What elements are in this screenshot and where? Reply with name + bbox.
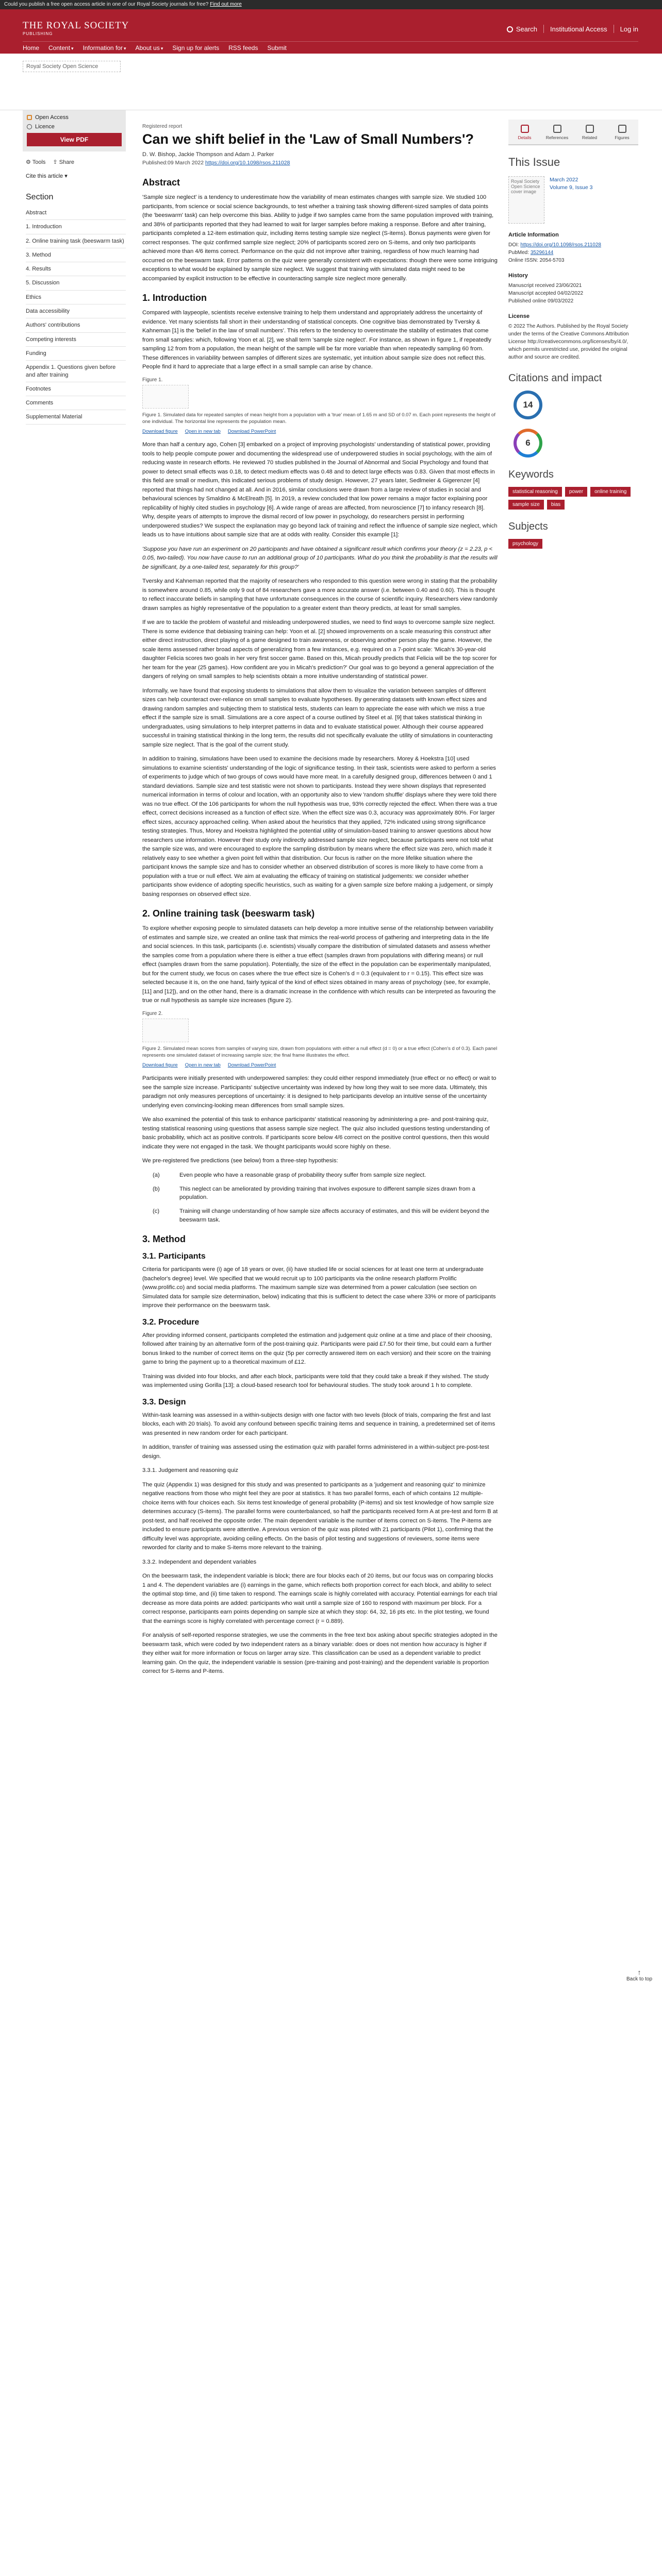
- nav-information-for[interactable]: Information for ▾: [82, 44, 126, 52]
- hypothesis-text: This neglect can be ameliorated by providing training that involves exposure to different sample sizes drawn from a population.: [179, 1185, 475, 1201]
- chevron-down-icon: ▾: [160, 45, 163, 51]
- hypothesis-label: (c): [153, 1208, 160, 1215]
- section-link[interactable]: 3. Method: [26, 248, 126, 262]
- article-info: DOI: https://doi.org/10.1098/rsos.211028 PubMed: 35296144 Online ISSN: 2054-5703: [508, 241, 638, 264]
- issue-date[interactable]: March 2022: [550, 177, 578, 183]
- open-new-tab-link[interactable]: Open in new tab: [185, 1062, 221, 1069]
- issn: Online ISSN: 2054-5703: [508, 258, 565, 263]
- related-icon: [586, 125, 594, 133]
- section-link[interactable]: Data accessibility: [26, 304, 126, 318]
- references-icon: [553, 125, 561, 133]
- search-icon: [507, 26, 513, 32]
- tab-details[interactable]: Details: [510, 125, 539, 140]
- section-list: [23, 206, 126, 425]
- section-link[interactable]: Funding: [26, 347, 126, 361]
- cite-article-button[interactable]: Cite this article ▾: [26, 173, 68, 179]
- doi-link[interactable]: https://doi.org/10.1098/rsos.211028: [520, 242, 601, 248]
- download-figure-link[interactable]: Download figure: [142, 1062, 178, 1069]
- paragraph: Tversky and Kahneman reported that the majority of researchers who responded to this question were wrong in stating that the probability is somewhere around 0.85, while only 9 out of 84 researchers gave a more accurate answer (i.e. between 0.40 and 0.60). This is thought to reflect inaccurate beliefs in sampling that have unfortunate consequences in the course of scientific inquiry. Researchers view randomly drawn samples as highly representative of the population to a greater extent than theory predicts, at least for small samples.: [142, 578, 498, 612]
- nav-content[interactable]: Content ▾: [48, 44, 74, 52]
- site-header: [0, 9, 662, 54]
- download-figure-link[interactable]: Download figure: [142, 429, 178, 435]
- online-task-body: [142, 924, 498, 1006]
- abstract-body: [142, 193, 498, 283]
- paragraph: 'Suppose you have run an experiment on 20 participants and have obtained a significant result which confirms your theory (z = 2.23, p < 0.05, two-tailed). You now have cause to run an additional group of 10 participants. What do you think the probability is that the results will be significant, by a one-tailed test, separately for this group?': [142, 546, 498, 570]
- paragraph: Within-task learning was assessed in a within-subjects design with one factor with two levels (block of trials, comparing the first and last blocks, each with 20 trials). To avoid any confound between specific training items and sequence in training, a predetermined set of items was presented in new random order for each participant.: [142, 1412, 495, 1436]
- nav-rss[interactable]: RSS feeds: [228, 44, 258, 52]
- paragraph: Criteria for participants were (i) age of 18 years or over, (ii) have studied life or social sciences for at least one term at undergraduate (bachelor's degree) level. We specified that we would recruit up to 100 participants via the online research platform Prolific (www.prolific.co) and social media platforms. The maximum sample size was determined from a power calculation (see section on Simulated data for sample size determination, below) indicating that this is sufficient to detect the case where 33% or more of participants improve their performance on the beeswarm task.: [142, 1266, 496, 1309]
- figure-1-thumbnail[interactable]: [142, 385, 189, 409]
- figure-1-links: [142, 429, 498, 434]
- article-authors[interactable]: D. W. Bishop, Jackie Thompson and Adam J. Parker: [142, 151, 274, 158]
- history-item: Manuscript accepted 04/02/2022: [508, 291, 584, 296]
- license-icon: [27, 124, 32, 129]
- publication-info: Published:09 March 2022 https://doi.org/10.1098/rsos.211028: [142, 160, 290, 166]
- header-utility-links: [507, 25, 638, 33]
- announcement-link[interactable]: Find out more: [210, 2, 242, 7]
- participants-heading: 3.1. Participants: [142, 1252, 206, 1261]
- section-link[interactable]: 4. Results: [26, 262, 126, 276]
- hypothesis-item: [153, 1171, 498, 1180]
- left-sidebar: [23, 110, 126, 425]
- figure-1-label: Figure 1.: [142, 377, 163, 383]
- announcement-text: Could you publish a free open access article in one of our Royal Society journals for free?: [4, 2, 209, 7]
- quiz-subheading: 3.3.1. Judgement and reasoning quiz: [142, 1467, 238, 1474]
- keyword-chip[interactable]: bias: [547, 500, 565, 510]
- quiz-body: [142, 1481, 498, 1553]
- section-link[interactable]: 2. Online training task (beeswarm task): [26, 234, 126, 248]
- tool-row: [26, 159, 126, 165]
- participants-body: [142, 1265, 498, 1311]
- license-label: Licence: [35, 124, 55, 130]
- figure-2-thumbnail[interactable]: [142, 1019, 189, 1042]
- chevron-down-icon: ▾: [64, 173, 68, 179]
- chevron-down-icon: ▾: [123, 45, 126, 51]
- doi-link[interactable]: https://doi.org/10.1098/rsos.211028: [205, 160, 290, 166]
- online-task-body-continued: [142, 1074, 498, 1166]
- site-logo[interactable]: [23, 21, 129, 36]
- procedure-body: [142, 1331, 498, 1391]
- login-link[interactable]: Log in: [620, 25, 638, 33]
- issue-meta: [550, 176, 592, 224]
- keyword-chip[interactable]: statistical reasoning: [508, 487, 562, 497]
- back-to-top-button[interactable]: ↑ Back to top: [624, 1968, 655, 1982]
- citation-count-badge[interactable]: 14: [514, 391, 542, 419]
- history-list: [508, 282, 638, 305]
- hypothesis-text: Even people who have a reasonable grasp of probability theory suffer from sample size neglect.: [179, 1172, 426, 1178]
- share-button[interactable]: ⇪ Share: [53, 159, 75, 165]
- pubmed-link[interactable]: 35296144: [530, 250, 554, 256]
- announcement-banner: [0, 0, 662, 9]
- method-heading: 3. Method: [142, 1234, 186, 1245]
- subject-list: [508, 539, 638, 549]
- license-heading: License: [508, 313, 529, 319]
- history-item: Published online 09/03/2022: [508, 298, 574, 304]
- article-title: Can we shift belief in the 'Law of Small Numbers'?: [142, 131, 474, 147]
- paragraph: In addition to training, simulations have been used to examine the decisions made by researchers. Morey & Hoekstra [10] used simulations to examine scientists' understanding of the logic of significance testing. In their task, scientists were asked to perform a series of experiments to judge which of two groups of cows would have more meat. In a carefully designed group, differences between 0 and 1 standard deviations. Sample size and test statistic were not shown to participants. Instead they were shown displays that represented numerical information in terms of colour and location, with an opportunity also to view 'random shuffle' displays where they were told there was no true effect. Of the 106 participants for whom the null hypothesis was true, 93% correctly rejected the effect. When there was a true effect, correct decisions increased as a function of effect size. When the effect size was 0.3, accuracy was approximately 80%. For larger effect sizes, accuracy approached ceiling. When asked about the heuristics that they applied, 72% indicated using strong significance testing strategies. Thus, Morey and Hoekstra highlighted the potential utility of simulation-based training to answer questions about how researchers use information. However their study only indirectly addressed sample size neglect, because participants were not told what the sample size was, and were encouraged to explore the sampling distribution by means where the effect size was zero, which made it relatively easy to see whether a given point fell within that distribution. Our focus is rather on the more lifelike situation where the participant knows the sample size and has to consider whether an observed distribution of scores is more likely to have come from a population with a true or null effect. We aim at evaluating the efficacy of training on statistical judgements: we consider whether participants show evidence of adopting specific heuristics, such as waiting for a given sample size before making a judgement, or simply basing responses on observed effect size.: [142, 756, 498, 897]
- intro-body-continued: [142, 440, 498, 899]
- license-row[interactable]: [27, 124, 122, 130]
- altmetric-badge[interactable]: 6: [514, 429, 542, 457]
- history-heading: History: [508, 273, 528, 279]
- figure-2-links: [142, 1062, 498, 1068]
- paragraph: We pre-registered five predictions (see below) from a three-step hypothesis:: [142, 1158, 338, 1164]
- open-access-icon: [27, 115, 32, 120]
- section-link[interactable]: Supplemental Material: [26, 410, 126, 424]
- tools-button[interactable]: ⚙ Tools: [26, 159, 46, 165]
- nav-home[interactable]: Home: [23, 44, 40, 52]
- figure-1-caption: Figure 1. Simulated data for repeated samples of mean height from a population with a 'true' mean of 1.65 m and SD of 0.07 m. Each point represents the height of one individual. The horizontal line represents the population mean.: [142, 412, 495, 425]
- figures-icon: [618, 125, 626, 133]
- section-link[interactable]: 1. Introduction: [26, 220, 126, 234]
- open-access-label: Open Access: [35, 114, 69, 121]
- hypothesis-item: [153, 1185, 498, 1202]
- institutional-access-link[interactable]: Institutional Access: [550, 25, 607, 33]
- view-pdf-button[interactable]: View PDF: [27, 133, 122, 146]
- figure-2-caption: Figure 2. Simulated mean scores from samples of varying size, drawn from populations with either a null effect (d = 0) or a true effect (Cohen's d of 0.3). Each panel represents one simulated dataset of increasing sample size; the final frame illustrates the effect.: [142, 1045, 498, 1059]
- download-ppt-link[interactable]: Download PowerPoint: [227, 429, 276, 435]
- right-sidebar: [508, 120, 638, 549]
- chevron-down-icon: ▾: [71, 45, 74, 51]
- paragraph: In addition, transfer of training was assessed using the estimation quiz with parallel forms administered in a within-subject pre-post-test design.: [142, 1444, 489, 1460]
- paragraph: If we are to tackle the problem of wasteful and misleading underpowered studies, we need to find ways to overcome sample size neglect. There is some evidence that debiasing training can help: Yoon et al. [2] showed improvements on a scale measuring this construct after either direct instruction, direct playing of a game designed to train awareness, or observing another person play the game. However, the scale items assessed rather broad aspects of generalizing from a few instances, e.g. required on a 7-point scale: 'Micah's 30-year-old daughter Felicia scores two goals in her very first soccer game. Based on this, Micah proudly predicts that Felicia will be the top scorer for her team for the year (25 games). How confident are you in Micah's prediction?' Our goal was to go beyond a general appreciation of the dangers of relying on small samples to help scientists obtain a more intuitive understanding of statistical power.: [142, 619, 497, 680]
- section-link[interactable]: Competing interests: [26, 333, 126, 347]
- nav-submit[interactable]: Submit: [267, 44, 287, 52]
- issue-cover-image[interactable]: Royal Society Open Science cover image: [508, 176, 544, 224]
- open-access-row: [27, 114, 122, 121]
- paragraph: The quiz (Appendix 1) was designed for this study and was presented to participants as a 'judgement and reasoning quiz' to minimize negative reactions from those who might feel they are poor at statistics. It has two parallel forms, each of which contains 12 multiple-choice items with four choices each. Six items test knowledge of general probability (P-items) and six test knowledge of how sample size determines accuracy (S-items). The parallel forms were counterbalanced, so half the participants received form A at pre-test and form B at post-test, and half received the opposite order. The main dependent variable is the number of items correct on S-items. The P-items are included to ensure participants were attentive. A previous version of the quiz was piloted with 21 participants (Pilot 1), confirming that the difficulty level was appropriate, avoiding ceiling effects. On the basis of pilot testing and suggestions of reviewers, some items were reworded for clarity and to make S-items more relevant to the training.: [142, 1481, 498, 1551]
- intro-heading: 1. Introduction: [142, 293, 207, 303]
- hypothesis-item: [153, 1207, 498, 1225]
- variables-body: [142, 1572, 498, 1676]
- design-body: [142, 1411, 498, 1462]
- keyword-chip[interactable]: online training: [590, 487, 631, 497]
- article-tool-tabs: [508, 120, 638, 145]
- paragraph: Informally, we have found that exposing students to simulations that allow them to visualize the variation between samples of different sizes can help counteract over-reliance on small samples to evaluate hypotheses. By generating datasets with known effect sizes and drawing random samples and subjecting them to statistical tests, students can learn to appreciate the ease with which we miss a true effect if the sample size is small. Simulations are a core aspect of a course outlined by Steel et al. [9] that takes statistical thinking in undergraduates, using simulations to help interpret patterns in data and to evaluate statistical power. Although their course appeared successful in training statistical thinking in the long term, the results did not specifically evaluate the utility of simulations in counteracting sample size neglect. That is the goal of the current study.: [142, 687, 493, 748]
- figure-2-label: Figure 2.: [142, 1010, 163, 1016]
- keyword-list: [508, 487, 638, 510]
- tab-figures[interactable]: Figures: [608, 125, 637, 140]
- journal-logo[interactable]: Royal Society Open Science: [23, 61, 121, 72]
- search-link[interactable]: Search: [507, 25, 537, 33]
- paragraph: We also examined the potential of this task to enhance participants' statistical reasoning by administering a pre- and post-training quiz, testing statistical reasoning using questions that assess sample size neglect. The quiz also included questions testing understanding of basic probability, which act as positive controls. If participants score below 4/6 correct on the positive control questions, then this would indicate they were not engaged in the task. We thought participants would score highly on these.: [142, 1116, 490, 1150]
- brand-sub: PUBLISHING: [23, 31, 53, 36]
- design-heading: 3.3. Design: [142, 1397, 186, 1406]
- section-link[interactable]: Abstract: [26, 206, 126, 220]
- article-type: Registered report: [142, 124, 183, 129]
- tab-related[interactable]: Related: [575, 125, 604, 140]
- paragraph: Training was divided into four blocks, and after each block, participants were told that they could take a break if they wished. The study was implemented using Gorilla [13]; a cloud-based research tool for behavioural studies. The study took around 1 h to complete.: [142, 1373, 489, 1389]
- paragraph: Participants were initially presented with underpowered samples: they could either respond immediately (true effect or no effect) or wait to see the sample size increase. Participants' subjective uncertainty was indexed by how long they wait to see more data. Ultimately, this paradigm not only measures perceptions of uncertainty: it is designed to help participants develop an intuitive sense of the uncertainty underlying even convincing-looking mean differences from small sample sizes.: [142, 1075, 496, 1109]
- license-text: © 2022 The Authors. Published by the Royal Society under the terms of the Creative Commons Attribution License http://creativecommons.org/licenses/by/4.0/, which permits unrestricted use, provided the original author and source are credited.: [508, 324, 629, 360]
- access-box: [23, 110, 126, 151]
- this-issue-heading: This Issue: [508, 156, 560, 168]
- article-main: [142, 124, 498, 1682]
- procedure-heading: 3.2. Procedure: [142, 1317, 200, 1327]
- issue-volume[interactable]: Volume 9, Issue 3: [550, 184, 593, 191]
- abstract-heading: Abstract: [142, 177, 180, 188]
- article-info-heading: Article Information: [508, 232, 559, 238]
- download-ppt-link[interactable]: Download PowerPoint: [227, 1062, 276, 1069]
- hypothesis-text: Training will change understanding of how sample size affects accuracy of estimates, and this will be evident beyond the beeswarm task.: [179, 1208, 489, 1224]
- keyword-chip[interactable]: sample size: [508, 500, 544, 510]
- nav-alerts[interactable]: Sign up for alerts: [172, 44, 220, 52]
- online-task-heading: 2. Online training task (beeswarm task): [142, 908, 315, 919]
- paragraph: After providing informed consent, participants completed the estimation and judgement quiz online at a time and place of their choosing, followed after training by an alternative form of the post-training quiz. Participants were paid £7.50 for their time, but could earn a further bonus linked to the number of correct items on the quiz (5p per correctly answered item on each version) and their score on the training game to bring the payment up to a theoretical maximum of £12.: [142, 1332, 492, 1366]
- brand-main: THE ROYAL SOCIETY: [23, 20, 129, 31]
- paragraph: To explore whether exposing people to simulated datasets can help develop a more intuitive sense of the relationship between variability of estimates and sample size, we created an online task that mimics the real-world process of gathering and interpreting data in the life and social sciences. In this task, participants (i.e. scientists) visually compare the distribution of simulated datasets and assess whether the samples come from a population where there is either a true effect (samples drawn from populations with differing means) or null effect (samples drawn from the same population). Potentially, the size of the effect in the population can be experimentally manipulated, but for the current study, we focus on cases where the true effect size is Cohen's d = 0.3 (equivalent to r = 0.15). This effect size was selected because it is, on the one hand, fairly typical of the kind of effect sizes obtained in many areas of psychology (see, for example, [11] and [12]), and on the other hand, there is a dramatic increase in the confidence with which results can be interpreted as favouring the true or null hypothesis as sample size increases (figure 2).: [142, 925, 496, 1004]
- nav-about-us[interactable]: About us ▾: [135, 44, 163, 52]
- paragraph: On the beeswarm task, the independent variable is block; there are four blocks each of 20 items, but our focus was on comparing blocks 1 and 4. The dependent variables are (i) earnings in the game, which reflects both proportion correct for each block, and ability to select the optimal stop time, and (ii) time taken to respond. The earnings scale is highly correlated with accuracy. Potential earnings for each trial decrease as more data points are added: participants who wait until a sample size of 160 to respond with maximum per block. For a correct response, participants earn points depending on sample size at which they stop: 64, 32, 16 pts etc. In the plot testing, we found that the earnings score is highly correlated with percentage correct (r = 0.889).: [142, 1573, 498, 1624]
- section-link[interactable]: Appendix 1. Questions given before and after training: [26, 361, 126, 382]
- section-link[interactable]: Ethics: [26, 291, 126, 304]
- intro-body: [142, 309, 498, 372]
- hypothesis-label: (a): [153, 1172, 160, 1178]
- section-link[interactable]: 5. Discussion: [26, 276, 126, 290]
- subjects-heading: Subjects: [508, 521, 548, 532]
- arrow-up-icon: ↑: [637, 1968, 641, 1976]
- citations-heading: Citations and impact: [508, 372, 602, 384]
- paragraph: 'Sample size neglect' is a tendency to underestimate how the variability of mean estimates changes with sample size. We studied 100 participants, from science or social science backgrounds, to test whether a training task showing different-sized samples of data points (the 'beeswarm' task) can help overcome this bias. Ability to judge if two samples came from the same population improved with training, and 38% of participants reported that they had learned to wait for larger samples before making a response. Before and after training, participants completed a 12-item estimation quiz, including items testing sample size neglect (S-items). Bonus payments were given for correct responses. The quiz confirmed sample size neglect; 20% of participants scored zero on S-items, and only two participants achieved more than 4/6 items correct. Performance on the quiz did not improve after training, regardless of how much learning had occurred on the beeswarm task. Error patterns on the quiz were generally consistent with expectations: though there were some intriguing exceptions to what would be explained by sample size neglect. We suggest that training with simulated data might need to be accompanied by explicit instruction to be effective in counteracting sample size neglect more generally.: [142, 194, 498, 282]
- open-new-tab-link[interactable]: Open in new tab: [185, 429, 221, 435]
- section-heading: Section: [26, 193, 54, 201]
- section-link[interactable]: Footnotes: [26, 382, 126, 396]
- issue-block: [508, 176, 638, 224]
- paragraph: For analysis of self-reported response strategies, we use the comments in the free text box asking about specific strategies adopted in the beeswarm task, which were coded by two independent raters as a binary variable: does or does not mention how accuracy is higher if they either wait for more information or focus on larger array size. This classification can be used as a dependent variable to predict learning gain. On the quiz, the independent variable is session (pre-training and post-training) and the dependent variable is proportion correct for S-items and P-items.: [142, 1632, 498, 1675]
- hypothesis-list: [142, 1171, 498, 1225]
- keyword-chip[interactable]: power: [565, 487, 587, 497]
- keywords-heading: Keywords: [508, 469, 554, 480]
- subject-chip[interactable]: psychology: [508, 539, 542, 549]
- primary-nav: [23, 41, 638, 54]
- tab-references[interactable]: References: [543, 125, 572, 140]
- variables-subheading: 3.3.2. Independent and dependent variables: [142, 1558, 257, 1565]
- paragraph: Compared with laypeople, scientists receive extensive training to help them understand and appropriately address the uncertainty of evidence. Yet many scientists fall short in their understanding of statistical concepts. One cognitive bias demonstrated by Tversky & Kahneman [1] is the 'belief in the law of small numbers'. This refers to the tendency to overestimate the stability of estimates that come from small samples: which, following Yoon et al. [2], we shall term 'sample size neglect'. For instance, as shown in figure 1, if repeatedly sampling 12 from from a population, the mean height of the sample will be far more variable than when repeatedly sampling 60 from. These differences in variability between samples of different sizes are systematic, yet intuition about sample size does not reflect this. People find it hard to appreciate that a large effect in a small sample can arise by chance.: [142, 310, 491, 370]
- journal-strip: [0, 54, 662, 110]
- section-link[interactable]: Comments: [26, 396, 126, 410]
- hypothesis-label: (b): [153, 1185, 160, 1192]
- section-link[interactable]: Authors' contributions: [26, 318, 126, 332]
- history-item: Manuscript received 23/06/2021: [508, 283, 582, 289]
- details-icon: [521, 125, 529, 133]
- paragraph: More than half a century ago, Cohen [3] embarked on a project of improving psychologists' understanding of statistical power, providing tools to help people compute power and documenting the widespread use of underpowered studies in social psychology, with the aim of reducing waste in research efforts. He reviewed 70 studies published in the Journal of Abnormal and Social Psychology and found that power to detect small effects was 0.18, to detect medium effects was 0.48 and to detect large effects was 0.83. Given that most effects in this field are small or medium, this indicated serious problems of study design. However, 27 years later, Sedlmeier & Gigerenzer [4] reported that things had not changed at all. And in 2016, similar conclusions were drawn from a large review of studies in social and behavioural sciences by Smaldino & McElreath [5]. In 2019, a review concluded that low power remains a major factor explaining poor replicability of highly cited studies in psychology [6]. A wide range of areas are affected, from neuroscience [7] to infancy research [8]. Why, despite years of attempts to improve the dismal record of low power in psychology, do researchers persist in performing underpowered studies? We suspect the explanation may go beyond lack of training and reflect the influence of sample size neglect, which leads us to have intuitions about sample size that are at odds with reality. Consider this example [1]:: [142, 442, 498, 538]
